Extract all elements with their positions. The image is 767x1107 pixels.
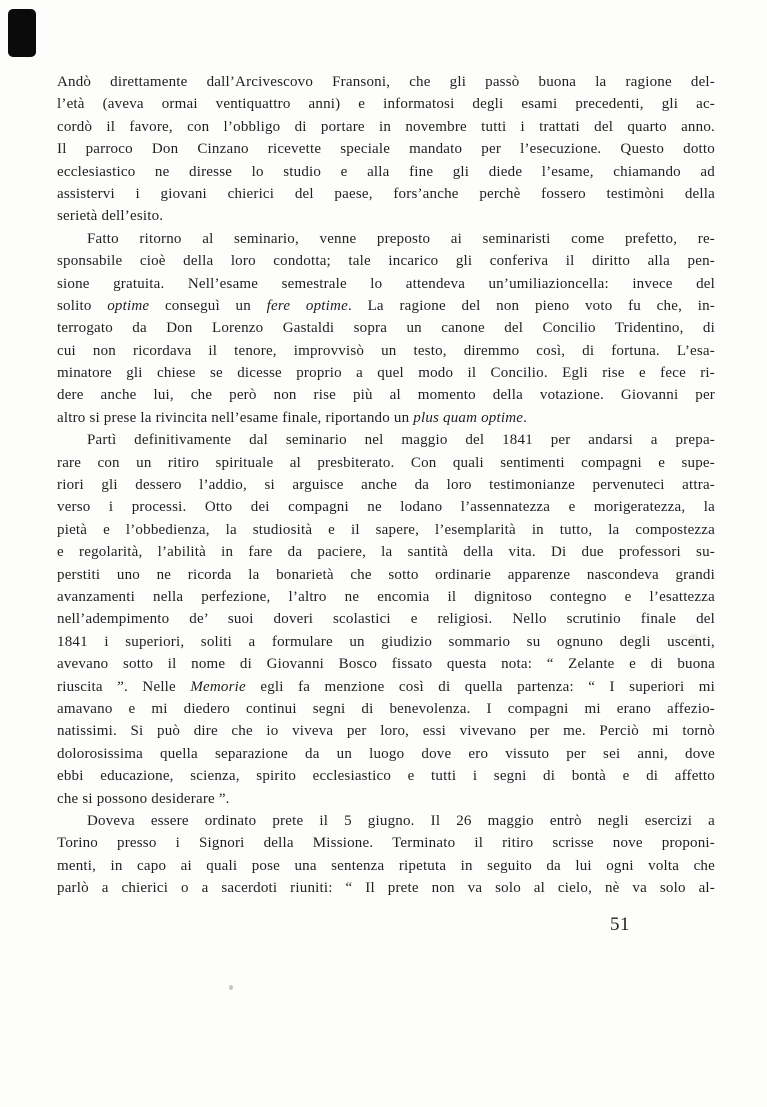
text-line: avevano sotto il nome di Giovanni Bosco fissato questa nota: “ Zelante e di buona (57, 656, 715, 673)
text-line: perstiti uno ne ricorda la bonarietà che sotto ordinarie apparenze nascondeva grandi (57, 566, 715, 583)
text-line: rare con un ritiro spirituale al presbiterato. Con quali sentimenti compagni e supe- (57, 454, 715, 471)
text-line: menti, in capo ai quali pose una sentenza ripetuta in seguito da lui ogni volta che (57, 857, 715, 874)
text-line: Il parroco Don Cinzano ricevette speciale mandato per l’esecuzione. Questo dotto (57, 141, 715, 158)
text-block (57, 71, 715, 899)
text-line: riori gli dessero l’addio, si arguisce anche da loro testimonianze pervenuteci attra- (57, 477, 715, 494)
scan-speck (229, 985, 233, 990)
text-line: natissimi. Si può dire che io viveva per loro, essi vivevano per me. Perciò mi tornò (57, 723, 715, 740)
scan-artifact-mark (8, 9, 36, 57)
text-line: terrogato da Don Lorenzo Gastaldi sopra un canone del Concilio Tridentino, di (57, 320, 715, 337)
text-line: Doveva essere ordinato prete il 5 giugno. Il 26 maggio entrò negli esercizi a (87, 812, 715, 829)
text-line: che si possono desiderare ”. (57, 790, 230, 807)
text-line: Fatto ritorno al seminario, venne preposto ai seminaristi come prefetto, re- (87, 230, 715, 247)
text-line: amavano e mi diedero continui segni di benevolenza. I compagni mi erano affezio- (57, 700, 715, 717)
text-line: assistervi i giovani chierici del paese, fors’anche perchè fossero testimòni della (57, 185, 715, 202)
text-line: minatore gli chiese se dicesse proprio a quel modo il Concilio. Egli rise e fece ri- (57, 365, 715, 382)
text-line: verso i processi. Otto dei compagni ne lodano l’assennatezza e morigeratezza, la (57, 499, 715, 516)
text-line: nell’adempimento de’ suoi doveri scolastici e religiosi. Nello scrutinio finale del (57, 611, 715, 628)
text-line: sione gratuita. Nell’esame semestrale lo attendeva un’umiliazioncella: invece del (57, 275, 715, 292)
text-line: sponsabile cioè della loro condotta; tale incarico gli conferiva il diritto alla pen- (57, 253, 715, 270)
text-line: avanzamenti nella perfezione, l’altro ne encomia il dignitoso contegno e l’esattezza (57, 588, 715, 605)
text-line: Partì definitivamente dal seminario nel maggio del 1841 per andarsi a prepa- (87, 432, 715, 449)
page-number: 51 (610, 914, 630, 935)
text-line: Andò direttamente dall’Arcivescovo Fransoni, che gli passò buona la ragione del- (57, 74, 715, 90)
text-line: solito optime conseguì un fere optime. La ragione del non pieno voto fu che, in- (57, 297, 715, 314)
text-line: cui non ricordava il tenore, improvvisò un testo, diremmo così, di fortuna. L’esa- (57, 342, 715, 359)
text-line: Torino presso i Signori della Missione. Terminato il ritiro scrisse nove proponi- (57, 835, 715, 852)
text-line: parlò a chierici o a sacerdoti riuniti: “ Il prete non va solo al cielo, nè va solo al- (57, 880, 715, 897)
text-line: l’età (aveva ormai ventiquattro anni) e informatosi degli esami precedenti, gli ac- (57, 96, 715, 113)
text-line: dere anche lui, che però non rise più al momento della votazione. Giovanni per (57, 387, 715, 404)
text-line: dolorosissima quella separazione da un luogo dove ero vissuto per sei anni, dove (57, 745, 715, 762)
text-line: ebbi educazione, scienza, spirito ecclesiastico e tutti i segni di bontà e di affetto (57, 768, 715, 785)
text-line: 1841 i superiori, soliti a formulare un giudizio sommario su ognuno degli uscenti, (57, 633, 715, 650)
text-line: altro si prese la rivincita nell’esame finale, riportando un plus quam optime. (57, 409, 528, 426)
text-line: e regolarità, l’abilità in fare da paciere, la santità della vita. Di due professori su- (57, 544, 715, 561)
text-line: pietà e l’obbedienza, la studiosità e il sapere, l’esemplarità in tutto, la compostezza (57, 521, 715, 538)
text-line: riuscita ”. Nelle Memorie egli fa menzione così di quella partenza: “ I superiori mi (57, 678, 715, 695)
text-line: serietà dell’esito. (57, 208, 164, 225)
text-line: ecclesiastico ne diresse lo studio e alla fine gli diede l’esame, chiamando ad (57, 163, 715, 180)
text-line: cordò il favore, con l’obbligo di portare in novembre tutti i trattati del quarto anno. (57, 118, 715, 135)
